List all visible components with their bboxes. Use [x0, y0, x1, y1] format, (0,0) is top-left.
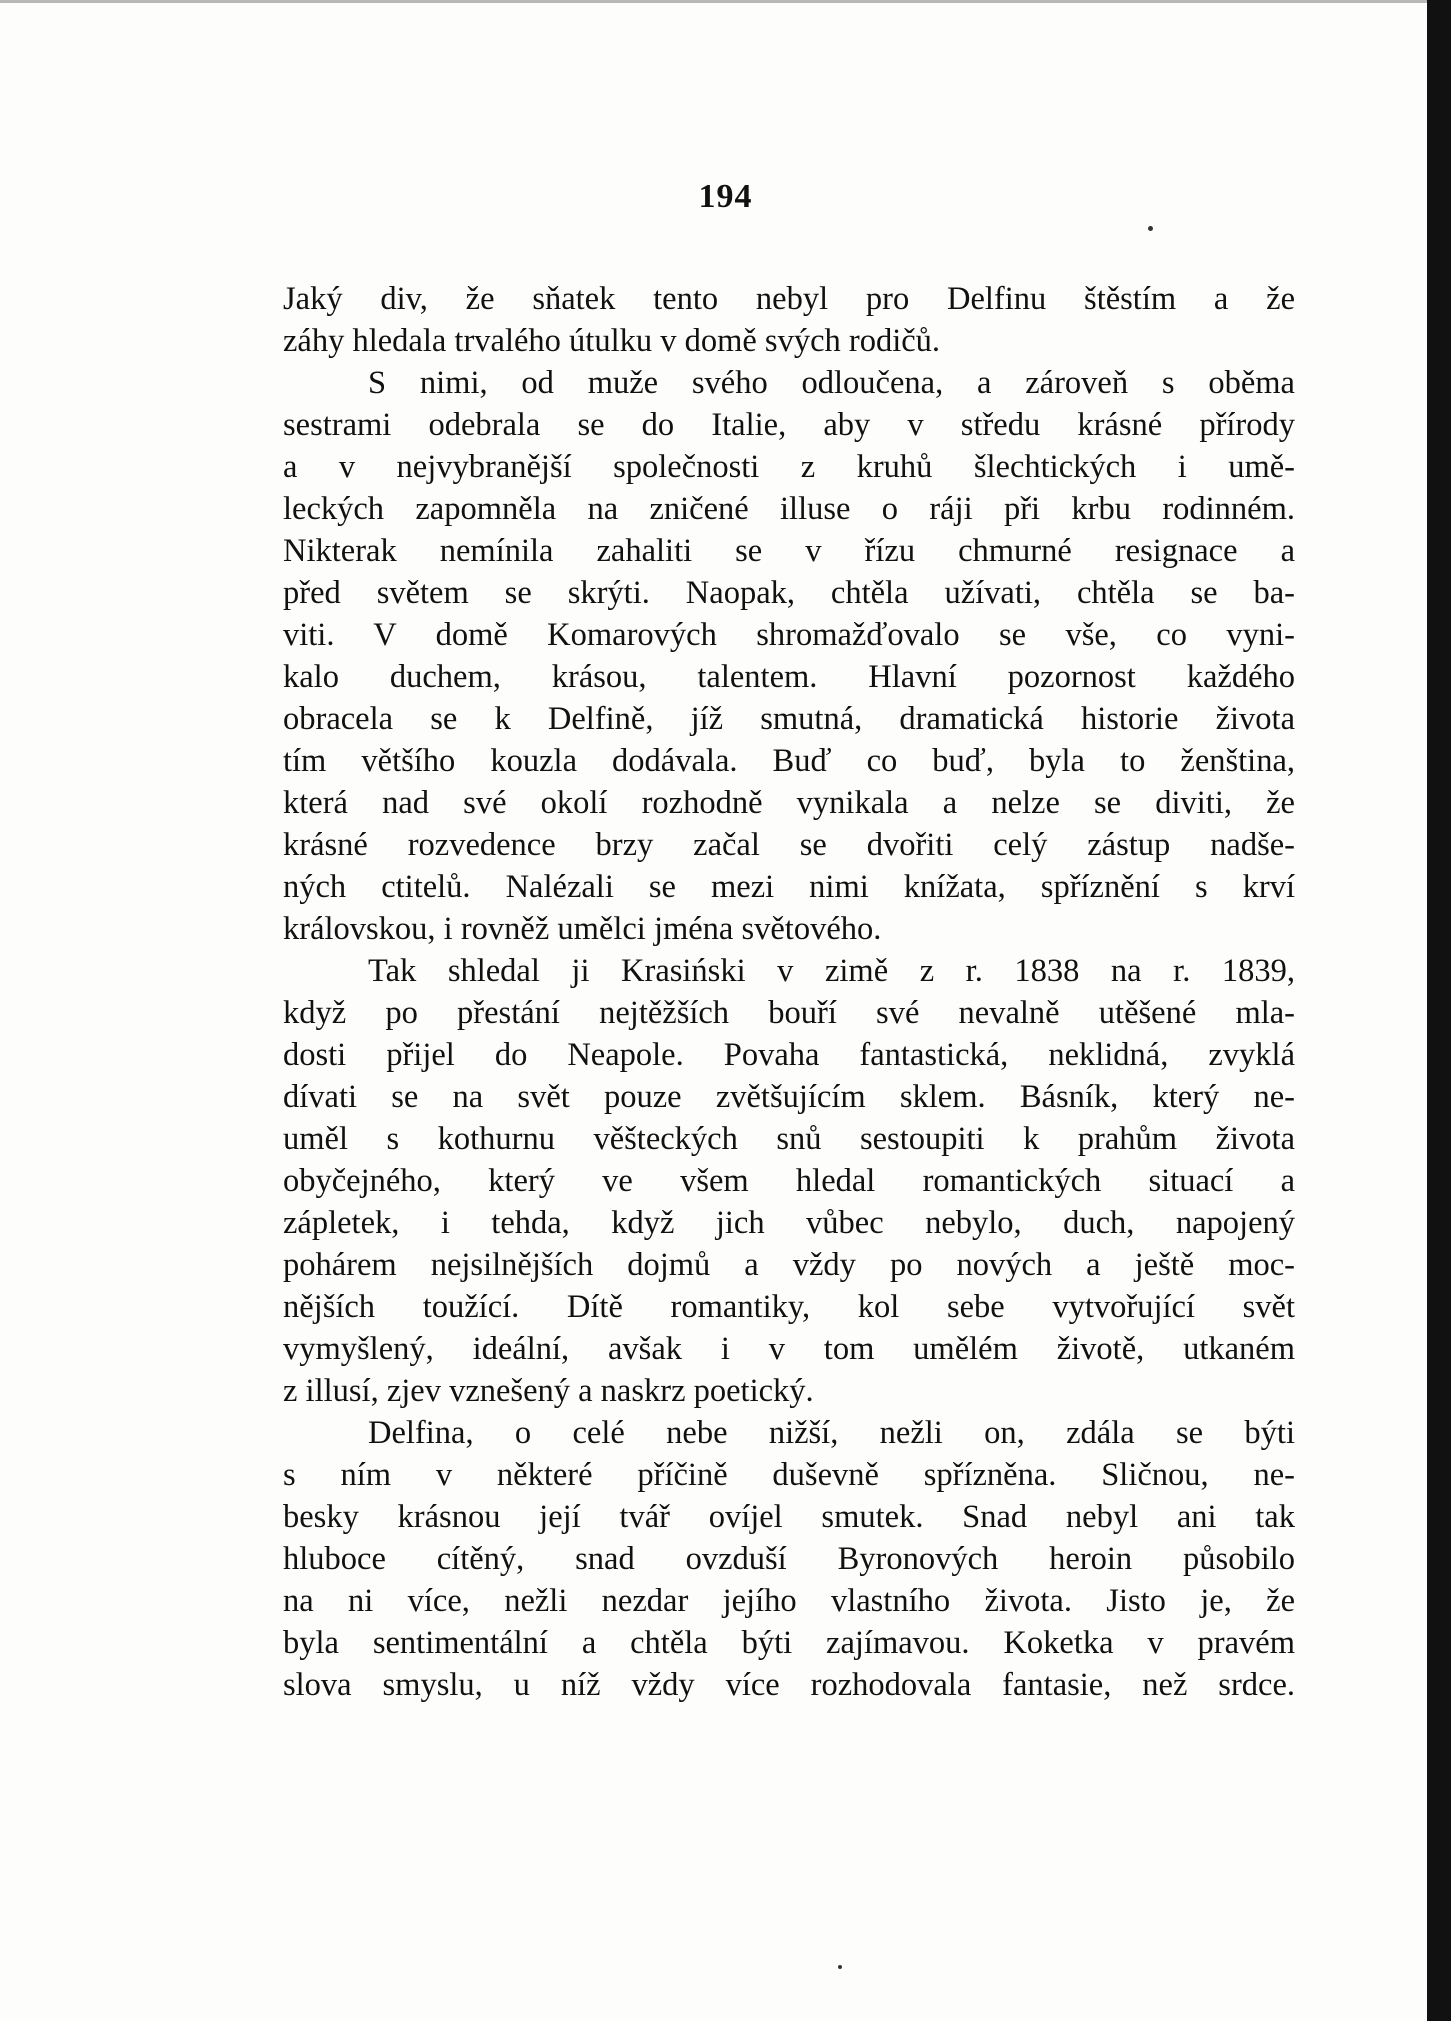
- text-line: královskou, i rovněž umělci jména světového.: [283, 911, 882, 947]
- text-line: nějších toužící. Dítě romantiky, kol sebe vytvořující svět: [283, 1289, 1295, 1325]
- text-line: krásné rozvedence brzy začal se dvořiti celý zástup nadše-: [283, 827, 1295, 863]
- text-line: leckých zapomněla na zničené illuse o ráji při krbu rodinném.: [283, 491, 1295, 527]
- text-line: zápletek, i tehda, když jich vůbec nebylo, duch, napojený: [283, 1205, 1295, 1241]
- text-line: viti. V domě Komarových shromažďovalo se vše, co vyni-: [283, 617, 1295, 653]
- text-line: slova smyslu, u níž vždy více rozhodovala fantasie, než srdce.: [283, 1667, 1295, 1703]
- text-line: která nad své okolí rozhodně vynikala a nelze se diviti, že: [283, 785, 1295, 821]
- text-line: a v nejvybranější společnosti z kruhů šlechtických i umě-: [283, 449, 1295, 485]
- text-line: byla sentimentální a chtěla býti zajímavou. Koketka v pravém: [283, 1625, 1295, 1661]
- text-line: na ni více, nežli nezdar jejího vlastního života. Jisto je, že: [283, 1583, 1295, 1619]
- text-line: Tak shledal ji Krasiński v zimě z r. 1838 na r. 1839,: [368, 953, 1295, 989]
- body-text: [283, 278, 1295, 1706]
- text-line: Jaký div, že sňatek tento nebyl pro Delfinu štěstím a že: [283, 281, 1295, 317]
- text-line: pohárem nejsilnějších dojmů a vždy po nových a ještě moc-: [283, 1247, 1295, 1283]
- text-line: Delfina, o celé nebe nižší, nežli on, zdála se býti: [368, 1415, 1295, 1451]
- page-right-border: [1427, 0, 1451, 2021]
- dust-speck: [838, 1965, 842, 1969]
- page-top-edge: [0, 0, 1451, 3]
- text-line: dívati se na svět pouze zvětšujícím sklem. Básník, který ne-: [283, 1079, 1295, 1115]
- text-line: když po přestání nejtěžších bouří své nevalně utěšené mla-: [283, 995, 1295, 1031]
- text-line: sestrami odebrala se do Italie, aby v středu krásné přírody: [283, 407, 1295, 443]
- text-line: S nimi, od muže svého odloučena, a zároveň s oběma: [368, 365, 1295, 401]
- text-line: vymyšlený, ideální, avšak i v tom umělém životě, utkaném: [283, 1331, 1295, 1367]
- text-line: obyčejného, který ve všem hledal romantických situací a: [283, 1163, 1295, 1199]
- text-line: záhy hledala trvalého útulku v domě svých rodičů.: [283, 323, 941, 359]
- text-line: kalo duchem, krásou, talentem. Hlavní pozornost každého: [283, 659, 1295, 695]
- text-line: besky krásnou její tvář ovíjel smutek. Snad nebyl ani tak: [283, 1499, 1295, 1535]
- text-line: obracela se k Delfině, jíž smutná, dramatická historie života: [283, 701, 1295, 737]
- page-number: 194: [698, 178, 753, 215]
- text-line: před světem se skrýti. Naopak, chtěla užívati, chtěla se ba-: [283, 575, 1295, 611]
- text-line: uměl s kothurnu věšteckých snů sestoupiti k prahům života: [283, 1121, 1295, 1157]
- text-line: hluboce cítěný, snad ovzduší Byronových heroin působilo: [283, 1541, 1295, 1577]
- text-line: tím většího kouzla dodávala. Buď co buď, byla to ženština,: [283, 743, 1295, 779]
- text-line: ných ctitelů. Nalézali se mezi nimi knížata, spříznění s krví: [283, 869, 1295, 905]
- text-line: s ním v některé příčině duševně spřízněna. Sličnou, ne-: [283, 1457, 1295, 1493]
- dust-speck: [1148, 226, 1153, 231]
- text-line: dosti přijel do Neapole. Povaha fantastická, neklidná, zvyklá: [283, 1037, 1295, 1073]
- text-line: z illusí, zjev vznešený a naskrz poetický.: [283, 1373, 814, 1409]
- text-line: Nikterak nemínila zahaliti se v řízu chmurné resignace a: [283, 533, 1295, 569]
